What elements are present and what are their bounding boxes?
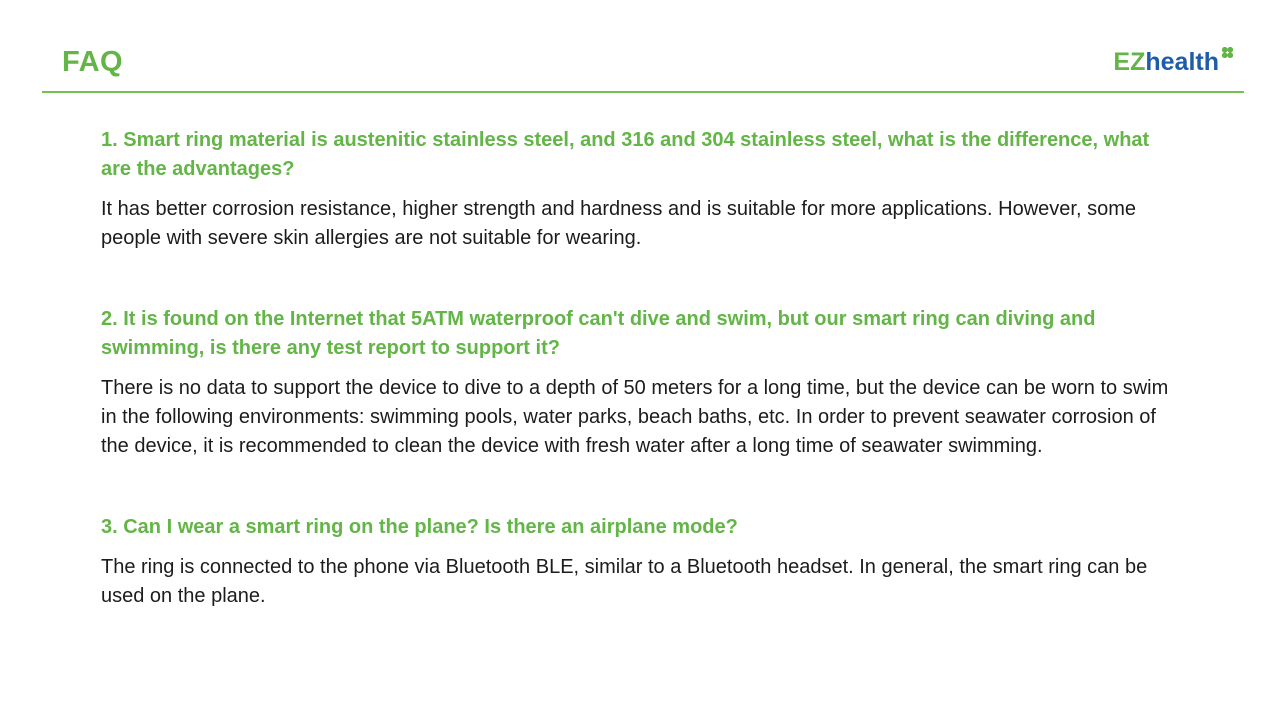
- faq-item: [101, 126, 1175, 253]
- faq-list: [101, 126, 1175, 611]
- logo-text-health: health: [1145, 48, 1219, 76]
- clover-icon: [1220, 40, 1235, 55]
- page-title: FAQ: [62, 46, 124, 78]
- faq-question: 3. Can I wear a smart ring on the plane? Is there an airplane mode?: [101, 516, 738, 538]
- faq-question: 2. It is found on the Internet that 5ATM waterproof can't dive and swim, but our smart ring can diving and swimming, is there any test report to support it?: [101, 308, 1096, 359]
- faq-item: [101, 513, 1175, 611]
- faq-answer: The ring is connected to the phone via Bluetooth BLE, similar to a Bluetooth headset. In general, the smart ring can be used on the plane.: [101, 556, 1148, 607]
- ezhealth-logo: [1113, 50, 1234, 75]
- faq-item: [101, 305, 1175, 461]
- faq-answer: It has better corrosion resistance, higher strength and hardness and is suitable for more applications. However, some people with severe skin allergies are not suitable for wearing.: [101, 198, 1136, 249]
- logo-text-ez: EZ: [1113, 48, 1146, 76]
- header: [0, 0, 1280, 92]
- faq-question: 1. Smart ring material is austenitic stainless steel, and 316 and 304 stainless steel, what is the difference, what are the advantages?: [101, 129, 1150, 180]
- faq-answer: There is no data to support the device to dive to a depth of 50 meters for a long time, but the device can be worn to swim in the following environments: swimming pools, water parks, beach baths, etc. In order to prevent seawater corrosion of the device, it is recommended to clean the device with fresh water after a long time of seawater swimming.: [101, 377, 1169, 457]
- header-divider: [42, 91, 1244, 93]
